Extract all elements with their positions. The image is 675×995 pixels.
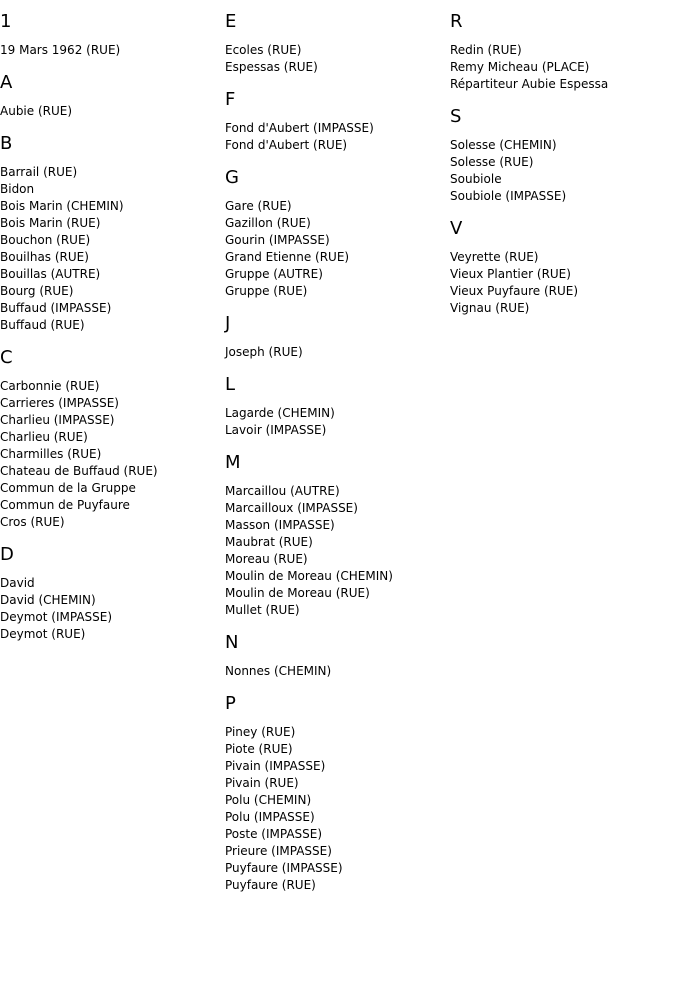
street-link[interactable]: Bois Marin (RUE) (0, 216, 101, 230)
letter-group (225, 453, 450, 619)
letter-heading: B (0, 133, 13, 154)
street-link[interactable]: Lavoir (IMPASSE) (225, 423, 327, 437)
street-link[interactable]: Pivain (IMPASSE) (225, 759, 326, 773)
street-link[interactable]: Prieure (IMPASSE) (225, 844, 332, 858)
street-link[interactable]: Bouillas (AUTRE) (0, 267, 101, 281)
street-link[interactable]: Puyfaure (IMPASSE) (225, 861, 343, 875)
street-link[interactable]: 19 Mars 1962 (RUE) (0, 43, 121, 57)
letter-group (225, 168, 450, 300)
letter-group (225, 694, 450, 894)
street-link[interactable]: Fond d'Aubert (IMPASSE) (225, 121, 374, 135)
letter-group (225, 90, 450, 154)
street-index-column-1 (0, 12, 225, 657)
letter-heading: L (225, 374, 236, 395)
street-index-column-2 (225, 12, 450, 908)
letter-heading: D (0, 544, 14, 565)
street-link[interactable]: Commun de Puyfaure (0, 498, 130, 512)
letter-group (0, 545, 225, 643)
street-link[interactable]: Charlieu (IMPASSE) (0, 413, 115, 427)
street-link[interactable]: Poste (IMPASSE) (225, 827, 323, 841)
letter-heading: P (225, 693, 236, 714)
street-link[interactable]: Moulin de Moreau (RUE) (225, 586, 370, 600)
letter-heading: F (225, 89, 236, 110)
street-link[interactable]: Polu (IMPASSE) (225, 810, 315, 824)
street-link[interactable]: Solesse (RUE) (450, 155, 534, 169)
street-link[interactable]: Bidon (0, 182, 35, 196)
street-link[interactable]: Moreau (RUE) (225, 552, 308, 566)
letter-group (225, 375, 450, 439)
street-link[interactable]: Deymot (RUE) (0, 627, 86, 641)
street-link[interactable]: Charmilles (RUE) (0, 447, 102, 461)
street-link[interactable]: Maubrat (RUE) (225, 535, 313, 549)
street-link[interactable]: Polu (CHEMIN) (225, 793, 312, 807)
street-link[interactable]: Gourin (IMPASSE) (225, 233, 330, 247)
street-link[interactable]: Ecoles (RUE) (225, 43, 302, 57)
street-link[interactable]: Deymot (IMPASSE) (0, 610, 113, 624)
street-link[interactable]: Bouchon (RUE) (0, 233, 91, 247)
street-link[interactable]: Pivain (RUE) (225, 776, 299, 790)
street-link[interactable]: Joseph (RUE) (225, 345, 303, 359)
street-link[interactable]: Veyrette (RUE) (450, 250, 539, 264)
street-link[interactable]: Grand Etienne (RUE) (225, 250, 350, 264)
street-link[interactable]: David (CHEMIN) (0, 593, 96, 607)
street-link[interactable]: Lagarde (CHEMIN) (225, 406, 335, 420)
street-link[interactable]: Moulin de Moreau (CHEMIN) (225, 569, 393, 583)
street-link[interactable]: Carbonnie (RUE) (0, 379, 100, 393)
street-link[interactable]: Charlieu (RUE) (0, 430, 88, 444)
street-link[interactable]: Vignau (RUE) (450, 301, 530, 315)
letter-heading: 1 (0, 11, 12, 32)
street-link[interactable]: Marcailloux (IMPASSE) (225, 501, 358, 515)
street-link[interactable]: Redin (RUE) (450, 43, 522, 57)
street-link[interactable]: Gruppe (AUTRE) (225, 267, 323, 281)
street-link[interactable]: Solesse (CHEMIN) (450, 138, 557, 152)
street-link[interactable]: Commun de la Gruppe (0, 481, 136, 495)
letter-heading: V (450, 218, 463, 239)
letter-group (225, 633, 450, 680)
street-link[interactable]: Piote (RUE) (225, 742, 293, 756)
street-link[interactable]: Gare (RUE) (225, 199, 292, 213)
letter-group (225, 314, 450, 361)
street-link[interactable]: Gruppe (RUE) (225, 284, 308, 298)
street-link[interactable]: Répartiteur Aubie Espessa (450, 77, 609, 91)
street-link[interactable]: David (0, 576, 35, 590)
letter-group (225, 12, 450, 76)
letter-group (450, 12, 675, 93)
street-link[interactable]: Barrail (RUE) (0, 165, 78, 179)
street-link[interactable]: Espessas (RUE) (225, 60, 318, 74)
street-link[interactable]: Gazillon (RUE) (225, 216, 311, 230)
letter-group (0, 134, 225, 334)
street-link[interactable]: Vieux Puyfaure (RUE) (450, 284, 579, 298)
street-link[interactable]: Fond d'Aubert (RUE) (225, 138, 348, 152)
letter-heading: N (225, 632, 239, 653)
street-link[interactable]: Piney (RUE) (225, 725, 296, 739)
street-link[interactable]: Aubie (RUE) (0, 104, 73, 118)
street-link[interactable]: Nonnes (CHEMIN) (225, 664, 332, 678)
letter-heading: S (450, 106, 462, 127)
letter-group (0, 12, 225, 59)
street-link[interactable]: Bouilhas (RUE) (0, 250, 89, 264)
street-link[interactable]: Vieux Plantier (RUE) (450, 267, 571, 281)
letter-group (450, 107, 675, 205)
letter-group (0, 73, 225, 120)
street-link[interactable]: Cros (RUE) (0, 515, 65, 529)
street-link[interactable]: Chateau de Buffaud (RUE) (0, 464, 158, 478)
letter-heading: A (0, 72, 13, 93)
street-link[interactable]: Mullet (RUE) (225, 603, 300, 617)
street-link[interactable]: Soubiole (IMPASSE) (450, 189, 567, 203)
letter-heading: E (225, 11, 237, 32)
street-link[interactable]: Puyfaure (RUE) (225, 878, 316, 892)
street-link[interactable]: Bourg (RUE) (0, 284, 74, 298)
street-link[interactable]: Masson (IMPASSE) (225, 518, 335, 532)
letter-heading: R (450, 11, 463, 32)
letter-group (450, 219, 675, 317)
street-link[interactable]: Carrieres (IMPASSE) (0, 396, 119, 410)
letter-heading: M (225, 452, 241, 473)
street-link[interactable]: Soubiole (450, 172, 502, 186)
street-link[interactable]: Buffaud (RUE) (0, 318, 85, 332)
street-link[interactable]: Marcaillou (AUTRE) (225, 484, 340, 498)
letter-heading: G (225, 167, 239, 188)
letter-heading: J (225, 313, 231, 334)
street-link[interactable]: Remy Micheau (PLACE) (450, 60, 590, 74)
letter-group (0, 348, 225, 531)
street-link[interactable]: Buffaud (IMPASSE) (0, 301, 112, 315)
letter-heading: C (0, 347, 13, 368)
street-link[interactable]: Bois Marin (CHEMIN) (0, 199, 124, 213)
street-index-column-3 (450, 12, 675, 331)
